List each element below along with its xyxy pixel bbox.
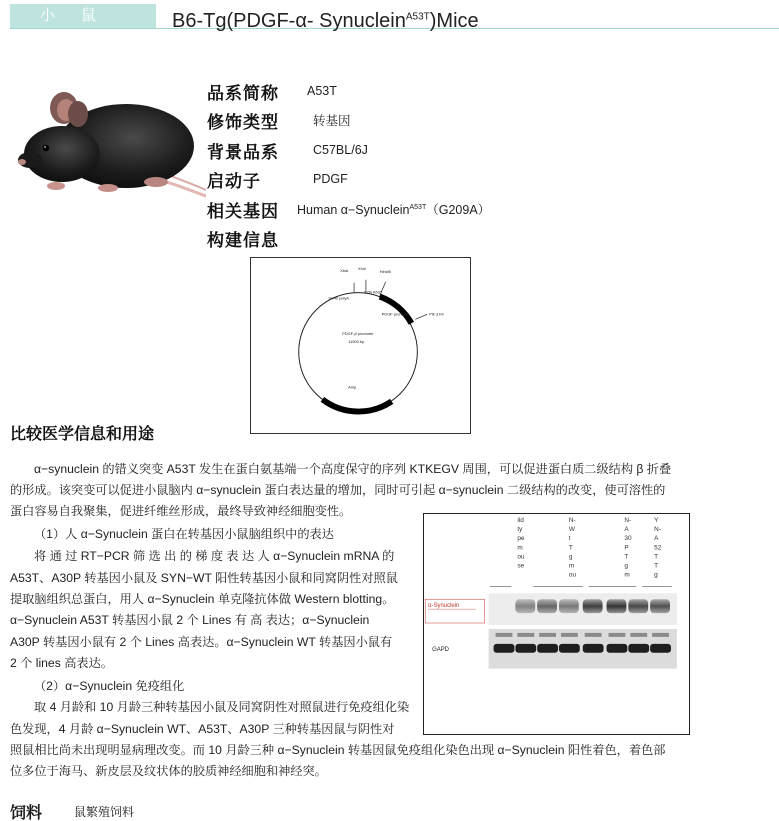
blot-row-label: GAPD — [432, 646, 449, 653]
blot-column-label: pe — [517, 535, 525, 543]
blot-column-label: W — [568, 526, 575, 534]
gene-mutation: （G209A） — [426, 203, 491, 217]
gapd-band — [607, 644, 628, 653]
gapd-band — [494, 644, 515, 653]
feed-value: 鼠繁殖饲料 — [74, 805, 135, 819]
plasmid-label: SYN A53T — [363, 289, 383, 295]
info-value — [297, 200, 490, 218]
synuclein-band — [607, 599, 627, 613]
blot-column-label: m — [568, 562, 575, 570]
info-label: 启动子 — [207, 171, 261, 191]
intro-line: 的形成。该突变可以促进小鼠脑内 α−synuclein 蛋白表达量的增加，同时可引起 α−synuclein 二级结构的改变，使可溶性的 — [10, 483, 666, 497]
info-row-background — [207, 137, 368, 163]
blot-column-label: 52 — [654, 544, 662, 552]
blot-column-label: A — [654, 535, 659, 543]
subsection-title: （2）α−Synuclein 免疫组化 — [34, 679, 185, 693]
info-row-strain-abbr — [207, 78, 337, 104]
sub1-line: 提取脑组织总蛋白，用人 α−Synuclein 单克隆抗体做 Western blotting。 — [10, 592, 395, 606]
sub1-line: 将 通 过 RT−PCR 筛 选 出 的 梯 度 表 达 人 α−Synuclein mRNA 的 — [34, 549, 395, 563]
section-title-feed: 饲料 — [10, 805, 43, 821]
plasmid-label: SV40 polyA — [328, 295, 349, 301]
blot-column-label: g — [624, 562, 628, 570]
blot-column-label: g — [654, 571, 658, 579]
plasmid-label: 11000 bp — [348, 339, 365, 345]
synuclein-band — [559, 599, 579, 613]
mouse-photo — [16, 74, 206, 208]
plasmid-label: Amp — [348, 384, 357, 390]
page-title — [172, 10, 479, 33]
sub1-line: A53T、A30P 转基因小鼠及 SYN−WT 阳性转基因小鼠和同窝阴性对照鼠 — [10, 571, 398, 585]
gapd-faint-band — [630, 633, 647, 637]
info-value: PDGF — [313, 172, 348, 186]
info-label: 构建信息 — [207, 230, 279, 250]
sub2-line: 位多位于海马、新皮层及纹状体的胶质神经细胞和神经突。 — [10, 764, 327, 778]
gapd-faint-band — [652, 633, 669, 637]
info-row-modification — [207, 107, 351, 133]
synuclein-band — [515, 599, 535, 613]
subsection-title: （1）人 α−Synuclein 蛋白在转基因小鼠脑组织中的表达 — [34, 527, 334, 541]
sub2-line: 取 4 月龄和 10 月龄三种转基因小鼠及同窝阴性对照鼠进行免疫组化染 — [34, 700, 410, 714]
blot-column-label: N- — [568, 516, 576, 524]
plasmid-map — [250, 257, 471, 434]
gapd-band — [559, 644, 580, 653]
info-label: 相关基因 — [207, 201, 279, 221]
sub1-line: A30P 转基因小鼠有 2 个 Lines 高表达。α−Synuclein WT 转基因小鼠有 — [10, 635, 393, 649]
gapd-faint-band — [609, 633, 626, 637]
gapd-faint-band — [561, 633, 578, 637]
blot-column-label: A — [624, 526, 629, 534]
gapd-band — [537, 644, 558, 653]
title-end: )Mice — [429, 10, 479, 32]
blot-column-label: ty — [517, 526, 523, 534]
synuclein-band — [650, 599, 670, 613]
synuclein-band — [583, 599, 603, 613]
title-main: B6-Tg(PDGF-α- Synuclein — [172, 10, 406, 32]
blot-column-label: m — [624, 571, 630, 579]
blot-column-label: T — [654, 553, 659, 561]
blot-column-label: T — [654, 562, 659, 570]
blot-column-label: 30 — [624, 535, 632, 543]
section-title-comparative: 比较医学信息和用途 — [10, 426, 155, 443]
info-value: 转基因 — [313, 114, 351, 128]
category-tag: 小鼠 — [10, 4, 156, 28]
gapd-faint-band — [585, 633, 602, 637]
blot-column-label: N- — [654, 526, 661, 534]
blot-column-label: m — [517, 544, 523, 552]
info-label: 修饰类型 — [207, 112, 279, 132]
blot-column-label: Y — [654, 516, 659, 524]
sub2-line: 照鼠相比尚未出现明显病理改变。而 10 月龄三种 α−Synuclein 转基因鼠免疫组化染色出现 α−Synuclein 阳性着色，着色部 — [10, 743, 666, 757]
synuclein-band — [537, 599, 557, 613]
blot-column-label: ild — [517, 516, 524, 524]
gapd-band — [650, 644, 671, 653]
blot-column-label: g — [568, 553, 573, 561]
intro-line: 蛋白容易自我聚集，促进纤维丝形成，最终导致神经细胞变性。 — [10, 504, 352, 518]
gapd-band — [628, 644, 649, 653]
blot-column-label: T — [568, 544, 573, 552]
plasmid-label: XbaI — [340, 267, 349, 273]
plasmid-label: PDGF-β promoter — [342, 331, 374, 337]
info-value: C57BL/6J — [313, 143, 368, 157]
blot-column-label: ou — [568, 571, 577, 579]
gene-superscript: A53T — [409, 203, 427, 211]
plasmid-label: PDGF promoter — [381, 311, 410, 317]
western-blot-figure — [423, 513, 690, 735]
blot-column-label: ou — [517, 553, 525, 561]
info-row-gene — [207, 196, 490, 222]
info-label: 品系简称 — [207, 83, 279, 103]
blot-column-label: T — [624, 553, 629, 561]
gapd-band — [515, 644, 536, 653]
info-row-promoter — [207, 166, 348, 192]
synuclein-band — [628, 599, 648, 613]
info-label: 背景品系 — [207, 142, 279, 162]
sub1-line: 2 个 lines 高表达。 — [10, 656, 113, 670]
info-value: A53T — [307, 84, 337, 98]
blot-row-label: α-Synuclein — [428, 603, 460, 610]
plasmid-label: XhoI — [358, 265, 367, 271]
gapd-faint-band — [496, 633, 513, 637]
blot-column-label: t — [568, 535, 571, 543]
intro-line: α−synuclein 的错义突变 A53T 发生在蛋白氨基端一个高度保守的序列 KTKEGV 周围，可以促进蛋白质二级结构 β 折叠 — [34, 462, 672, 476]
gapd-faint-band — [517, 633, 534, 637]
blot-column-label: N- — [624, 516, 632, 524]
title-superscript: A53T — [405, 11, 430, 23]
gapd-band — [583, 644, 604, 653]
gapd-faint-band — [539, 633, 556, 637]
info-row-construct — [207, 225, 307, 251]
plasmid-label: HindIII — [379, 268, 392, 274]
blot-column-label: P — [624, 544, 629, 552]
plasmid-label: Ptk 3 IIII — [429, 311, 444, 317]
gene-name: Human α−Synuclein — [297, 203, 410, 217]
sub1-line: α−Synuclein A53T 转基因小鼠 2 个 Lines 有 高 表达；α−Synuclein — [10, 613, 370, 627]
sub2-line: 色发现，4 月龄 α−Synuclein WT、A53T、A30P 三种转基因鼠与阴性对 — [10, 722, 395, 736]
blot-column-label: se — [517, 562, 525, 570]
